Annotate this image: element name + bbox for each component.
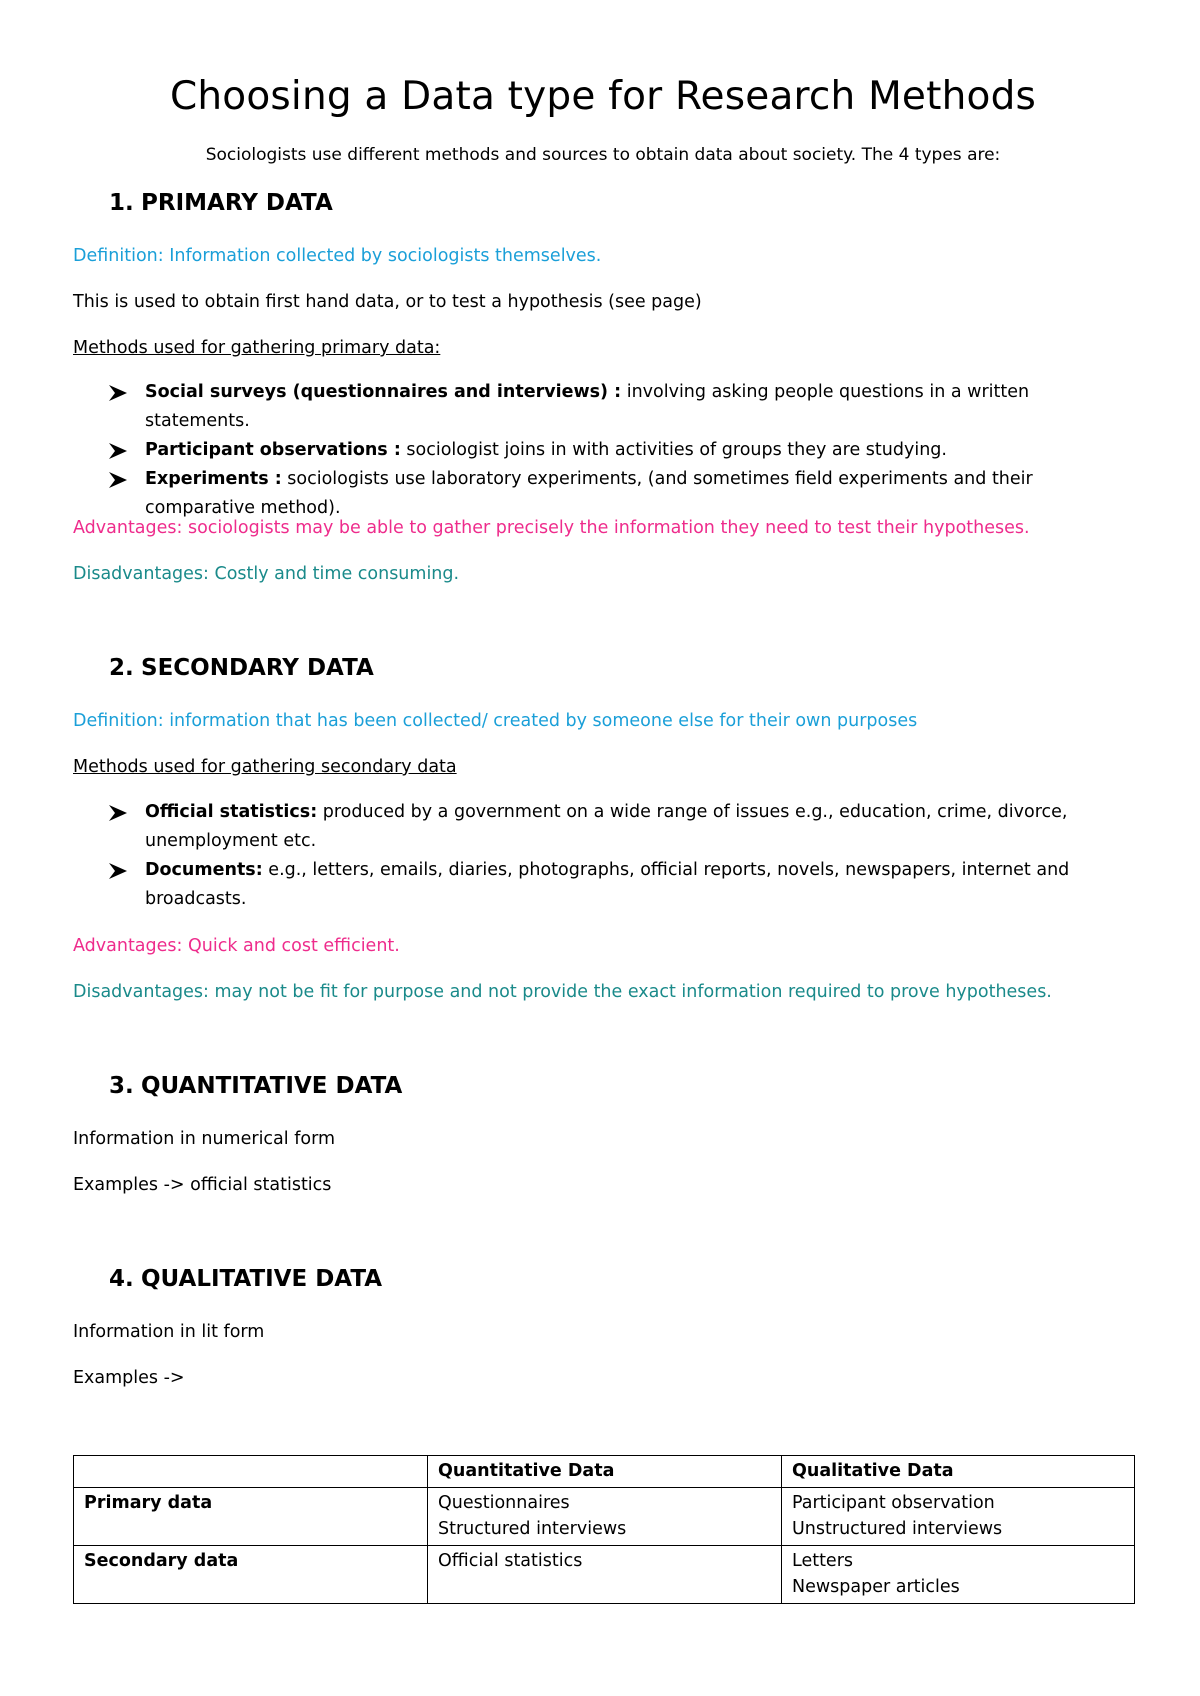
cell-line: Letters [792,1551,854,1571]
table-cell [782,1546,1135,1604]
section-title: PRIMARY DATA [141,190,333,216]
bullet-text: e.g., letters, emails, diaries, photographs, official reports, novels, newspapers, internet and broadcasts. [145,860,1070,909]
cell-line: Newspaper articles [792,1577,960,1597]
secondary-methods-label: Methods used for gathering secondary data [73,757,457,777]
secondary-definition: Definition: information that has been collected/ created by someone else for their own purposes [73,711,918,731]
cell-line: Questionnaires [438,1493,570,1513]
list-item [109,798,1109,856]
cell-line: Structured interviews [438,1519,627,1539]
table-header-cell: Qualitative Data [782,1456,1135,1488]
bullet-term: Documents: [145,860,263,880]
primary-body: This is used to obtain first hand data, or to test a hypothesis (see page) [73,292,702,312]
table-header-cell: Quantitative Data [428,1456,782,1488]
bullet-term: Official statistics: [145,802,318,822]
section-number: 3. [109,1073,134,1099]
table-row-label: Primary data [74,1488,428,1546]
heading-quantitative-data [109,1073,402,1099]
cell-line: Unstructured interviews [792,1519,1003,1539]
primary-disadvantages: Disadvantages: Costly and time consuming. [73,564,460,584]
bullet-text: produced by a government on a wide range of issues e.g., education, crime, divorce, unemployment etc. [145,802,1068,851]
list-item [109,378,1109,436]
heading-qualitative-data [109,1266,382,1292]
section-number: 2. [109,655,134,681]
table-row-label: Secondary data [74,1546,428,1604]
comparison-table [73,1455,1135,1604]
table-cell [428,1546,782,1604]
page-title: Choosing a Data type for Research Methods [169,74,1037,119]
qualitative-line2: Examples -> [73,1368,185,1388]
table-header-cell [74,1456,428,1488]
table-header-row [74,1456,1135,1488]
arrowhead-bullet-icon [109,385,127,401]
cell-line: Official statistics [438,1551,583,1571]
bullet-text: sociologists use laboratory experiments, (and sometimes field experiments and their comparative method). [145,469,1033,518]
arrowhead-bullet-icon [109,805,127,821]
bullet-text: involving asking people questions in a written statements. [145,382,1030,431]
table-row [74,1488,1135,1546]
cell-line: Participant observation [792,1493,995,1513]
section-title: QUANTITATIVE DATA [141,1073,403,1099]
section-title: SECONDARY DATA [141,655,374,681]
primary-methods-list [109,378,1109,523]
primary-definition: Definition: Information collected by sociologists themselves. [73,246,602,266]
arrowhead-bullet-icon [109,863,127,879]
bullet-term: Experiments : [145,469,282,489]
table-cell [428,1488,782,1546]
secondary-disadvantages: Disadvantages: may not be fit for purpose and not provide the exact information required to prove hypotheses. [73,982,1052,1002]
table-row [74,1546,1135,1604]
secondary-methods-list [109,798,1109,914]
list-item [109,436,1109,465]
intro-text: Sociologists use different methods and sources to obtain data about society. The 4 types are: [205,145,1001,165]
heading-primary-data [109,190,333,216]
list-item [109,856,1109,914]
heading-secondary-data [109,655,374,681]
qualitative-line1: Information in lit form [73,1322,265,1342]
secondary-advantages: Advantages: Quick and cost efficient. [73,936,400,956]
arrowhead-bullet-icon [109,472,127,488]
section-number: 1. [109,190,134,216]
primary-advantages: Advantages: sociologists may be able to gather precisely the information they need to test their hypotheses. [73,518,1030,538]
bullet-term: Participant observations : [145,440,401,460]
primary-methods-label: Methods used for gathering primary data: [73,338,441,358]
table-cell [782,1488,1135,1546]
bullet-term: Social surveys (questionnaires and interviews) : [145,382,622,402]
section-title: QUALITATIVE DATA [141,1266,383,1292]
bullet-text: sociologist joins in with activities of groups they are studying. [400,440,947,460]
quantitative-line2: Examples -> official statistics [73,1175,332,1195]
quantitative-line1: Information in numerical form [73,1129,336,1149]
section-number: 4. [109,1266,134,1292]
arrowhead-bullet-icon [109,443,127,459]
